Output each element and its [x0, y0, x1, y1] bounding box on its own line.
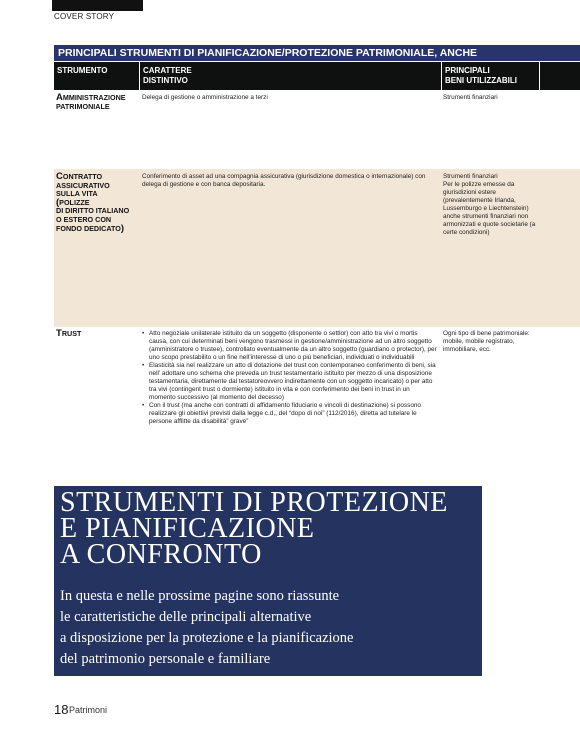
list-item: • Con il trust (ma anche con contratti di affidamento fiduciario e vincoli di destinazione) si possono realizzare gli obiettivi previsti dalla legge c.d,, del “dopo di noi” (112/2016), diretta ad tutelare le persone afflitte da disabilità” grave”: [142, 402, 438, 426]
row-3-name: TRUST: [56, 328, 82, 339]
list-item: • Elasticità sia nel realizzare un atto di dotazione del trust con contemporaneo conferimento di beni, sia nell’ adottare uno schema che preveda un trust testamentario istituito per mezzo di una disposizione testamentaria, direttamente dal testatoreovvero indirettamente con un soggetto incaricato) o per atto tra vivi (contingent trust o dormiente) istituito in vita e con conferimento dei beni in trust in un momento successivo (al momento del decesso): [142, 362, 438, 402]
page-number: 18: [54, 702, 69, 717]
row-1-description: Delega di gestione o amministrazione a terzi: [142, 94, 268, 101]
column-header-beni: PRINCIPALI BENI UTILIZZABILI: [442, 62, 539, 90]
row-3-description-list: [142, 330, 438, 426]
row-1-name: AMMINISTRAZIONE PATRIMONIALE: [56, 92, 126, 111]
row-3-assets: Ogni tipo di bene patrimoniale: mobile, mobile registrato, immobiliare, ecc.: [443, 330, 530, 353]
row-2-description: Conferimento di asset ad una compagnia assicurativa (giurisdizione domestica o internazionale) con delega di gestione e con banca depositaria.: [142, 173, 426, 188]
table-title: PRINCIPALI STRUMENTI DI PIANIFICAZIONE/PROTEZIONE PATRIMONIALE, ANCHE: [54, 45, 580, 61]
magazine-name: Patrimoni: [69, 705, 108, 715]
row-1-assets: Strumenti finanziari: [443, 94, 498, 101]
row-2-name: CONTRATTO ASSICURATIVO SULLA VITA (POLIZZE DI DIRITTO ITALIANO O ESTERO CON FONDO DEDICATO): [56, 171, 130, 234]
top-black-bar: [52, 0, 143, 11]
section-label: COVER STORY: [54, 12, 115, 21]
column-header-carattere: CARATTERE DISTINTIVO: [140, 62, 441, 90]
list-item: • Atto negoziale unilaterale istituito da un soggetto (disponente o settlor) con atto tra vivi o mortis causa, con cui determinati beni vengono trasmessi in gestione/amministrazione ad un altro soggetto (amministratore o trustee), controllato eventualmente da un altro soggetto (guardiano o protector), per uno scopo prestabilito o un fine nell’interesse di uno o più beneficiari, individuati o individuabili: [142, 330, 438, 362]
row-2-assets: Strumenti finanziari Per le polizze emesse da giurisdizioni estere (prevalentemente Irlanda, Lussemburgo e Liechtenstein) anche strumenti finanziari non armonizzati e quote societarie (a certe condizioni): [443, 173, 536, 236]
feature-title: STRUMENTI DI PROTEZIONE E PIANIFICAZIONE A CONFRONTO: [60, 487, 448, 570]
feature-box: [54, 486, 482, 676]
column-header-strumento: STRUMENTO: [54, 62, 139, 90]
column-header-extra: [540, 62, 580, 90]
feature-subtitle: In questa e nelle prossime pagine sono riassunte le caratteristiche delle principali alternative a disposizione per la protezione e la pianificazione del patrimonio personale e familiare: [60, 588, 354, 667]
